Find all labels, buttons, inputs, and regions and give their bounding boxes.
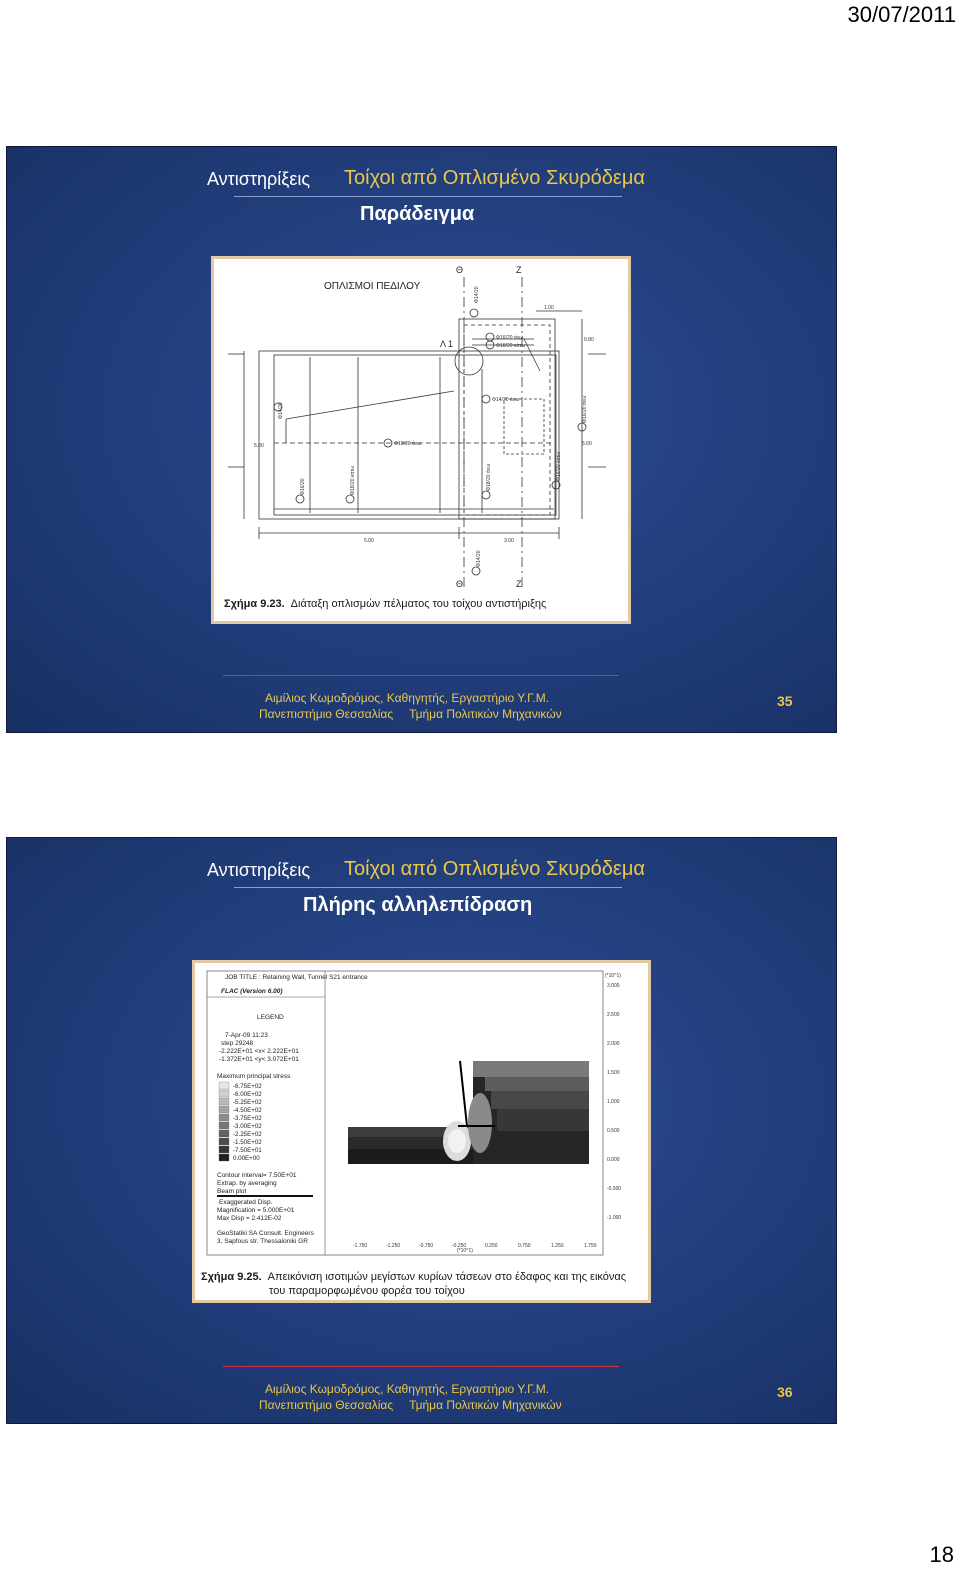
slide-36: Αντιστηρίξεις Τοίχοι από Οπλισμένο Σκυρόδεμα Πλήρης αλληλεπίδραση JOB TITLE : Retaining Wall, Tunnel S21 entrance FLAC (Version 6.00) LEGEND 7-Apr-09 11:23 step 29248 -2.222E+01 <x< 2.222E+01 -1.372E+01 <y< 3.072E+01 Maximum principal stress -6.75E+02 -6.00E+02 -5.25E+02 -4.50E+02 -3.75E+02 -3.00E+02 -2.25E+02 -1.50E+02 -7.50E+01 0.00E+00 Contour interval= 7.50E+01 Extrap. by averaging Beam plot Exaggerated Disp. Magnification = 5.000E+01 Max Disp = 2.412E-02 GeoStatiki SA Consult. Engineers 3, Sapfous str. Thessaloniki GR 3.000 2.500 2.000 1.500 1.000 0.500 0.000 -0.500 -1.000 -1.750 -1.250 -0.750 -0.250 0.250 0.750 1.250 1.750 (*10^1) (*10^1) Σχήμα 9.25. Απεικόνιση ισοτιμών μεγίστων κυρίων τάσεων στο έδαφος και της εικόνας του παραμορφωμένου φορέα του τοίχου Αιμίλιος Κωμοδρόμος, Καθηγητής, Εργαστήριο Υ.Γ.Μ. Πανεπιστήμιο Θεσσαλίας Τμήμα Πολιτικών Μηχανικών 36: [6, 837, 837, 1424]
slide-subtitle: Πλήρης αλληλεπίδραση: [303, 894, 533, 916]
legend-level: -1.50E+02: [233, 1139, 262, 1146]
y-tick-label: 0.000: [607, 1157, 620, 1163]
contour-line: Extrap. by averaging: [217, 1180, 277, 1187]
job-title: JOB TITLE : Retaining Wall, Tunnel S21 entrance: [225, 974, 368, 981]
slide-title: Τοίχοι από Οπλισμένο Σκυρόδεμα: [344, 858, 645, 880]
rebar-label: Φ18/20 άνω: [394, 441, 422, 447]
rebar-label: Φ14/20: [474, 286, 480, 303]
dim-label: 5.00: [582, 441, 592, 447]
x-tick-label: -0.250: [452, 1243, 467, 1249]
legend-swatch: [219, 1106, 229, 1113]
figure-caption-text-2: του παραμορφωμένου φορέα του τοίχου: [269, 1285, 465, 1297]
slide-subtitle: Παράδειγμα: [360, 203, 475, 225]
y-tick-label: 0.500: [607, 1128, 620, 1134]
x-axis-unit: (*10^1): [457, 1248, 473, 1254]
legend-swatch: [219, 1138, 229, 1145]
y-tick-label: 1.000: [607, 1099, 620, 1105]
legend-swatch: [219, 1146, 229, 1153]
dim-label: 1.00: [544, 305, 554, 311]
legend-level: -3.75E+02: [233, 1115, 262, 1122]
section-label-theta-bottom: Θ: [456, 579, 464, 589]
x-tick-label: 1.250: [551, 1243, 564, 1249]
page-date: 30/07/2011: [847, 2, 956, 27]
footer-divider: [223, 1366, 619, 1367]
legend-swatch: [219, 1122, 229, 1129]
section-label-zeta-top: Ζ: [516, 265, 522, 275]
x-tick-label: 0.750: [518, 1243, 531, 1249]
y-tick-label: 1.500: [607, 1070, 620, 1076]
title-divider: [234, 887, 622, 888]
legend-level: -4.50E+02: [233, 1107, 262, 1114]
legend-swatch: [219, 1082, 229, 1089]
company-line: GeoStatiki SA Consult. Engineers: [217, 1230, 314, 1237]
y-tick-label: -0.500: [607, 1186, 622, 1192]
legend-level: 0.00E+00: [233, 1155, 260, 1162]
legend-line: -1.372E+01 <y< 3.072E+01: [219, 1056, 299, 1063]
footer-affiliation: Πανεπιστήμιο Θεσσαλίας Τμήμα Πολιτικών Μηχανικών: [259, 707, 562, 721]
y-tick-label: 2.000: [607, 1041, 620, 1047]
rebar-label: Φ16/20 κάτω: [556, 451, 562, 481]
legend-line: step 29248: [221, 1040, 254, 1047]
page-number: 18: [929, 1542, 954, 1567]
dim-label: 5.00: [254, 443, 264, 449]
legend-line: 7-Apr-09 11:23: [225, 1032, 268, 1039]
legend-swatch: [219, 1130, 229, 1137]
slide-title: Τοίχοι από Οπλισμένο Σκυρόδεμα: [344, 167, 645, 189]
drawing-heading: ΟΠΛΙΣΜΟΙ ΠΕΔΙΛΟΥ: [324, 281, 421, 292]
disp-line: Max Disp = 2.412E-02: [217, 1215, 282, 1222]
disp-line: Magnification = 5.000E+01: [217, 1207, 295, 1214]
legend-swatch: [219, 1154, 229, 1161]
title-divider: [234, 196, 622, 197]
slide-35: Αντιστηρίξεις Τοίχοι από Οπλισμένο Σκυρόδεμα Παράδειγμα ΟΠΛΙΣΜΟΙ ΠΕΔΙΛΟΥ Θ Ζ Θ Ζ Λ 1 1.00 0.80 5.00 5.00 5.00 3.00 Φ16/20 άνω Φ18/20 κάτω Φ14/20 Φ16/20 Φ18/20 άνω Φ18/20 κάτω Φ14/20 άνω Φ18/20 άνω Φ14/20 Φ16/20 άνω Φ16/20 κάτω Φ14/20 Σχήμα 9.23. Διάταξη οπλισμών πέλματος του τοίχου αντιστήριξης Αιμίλιος Κωμοδρόμος, Καθηγητής, Εργαστήριο Υ.Γ.Μ. Πανεπιστήμιο Θεσσαλίας Τμήμα Πολιτικών Μηχανικών 35: [6, 146, 837, 733]
slide-number: 36: [777, 1384, 793, 1400]
x-tick-label: -1.750: [353, 1243, 368, 1249]
legend-level: -6.75E+02: [233, 1083, 262, 1090]
reinforcement-drawing-figure: [211, 256, 631, 624]
disp-line: Exaggerated Disp.: [219, 1199, 273, 1206]
y-tick-label: 3.000: [607, 983, 620, 989]
dim-label: 3.00: [504, 538, 514, 544]
figure-caption-text: Διάταξη οπλισμών πέλματος του τοίχου αντιστήριξης: [290, 598, 547, 610]
y-tick-label: 2.500: [607, 1012, 620, 1018]
slide-topic: Αντιστηρίξεις: [207, 860, 311, 880]
x-tick-label: 1.750: [584, 1243, 597, 1249]
legend-level: -7.50E+01: [233, 1147, 262, 1154]
rebar-label: Φ16/20 άνω: [496, 335, 524, 341]
legend-level: -2.25E+02: [233, 1131, 262, 1138]
footer-divider: [223, 675, 619, 676]
y-tick-label: -1.000: [607, 1215, 622, 1221]
rebar-label: Φ16/20 άνω: [582, 395, 588, 423]
footing-reinforcement-drawing: [214, 259, 628, 621]
x-tick-label: -1.250: [386, 1243, 401, 1249]
contour-line: Beam plot: [217, 1188, 247, 1195]
flac-contour-plot: [195, 963, 648, 1300]
x-tick-label: 0.250: [485, 1243, 498, 1249]
company-line: 3, Sapfous str. Thessaloniki GR: [217, 1238, 308, 1245]
figure-number: Σχήμα 9.25.: [201, 1271, 262, 1283]
footer-affiliation: Πανεπιστήμιο Θεσσαλίας Τμήμα Πολιτικών Μηχανικών: [259, 1398, 562, 1412]
legend-heading: LEGEND: [257, 1014, 284, 1021]
section-label-theta-top: Θ: [456, 265, 464, 275]
detail-label: Λ 1: [440, 339, 454, 349]
rebar-label: Φ14/20: [278, 402, 284, 419]
x-tick-label: -0.750: [419, 1243, 434, 1249]
figure-caption-text: Απεικόνιση ισοτιμών μεγίστων κυρίων τάσεων στο έδαφος και της εικόνας: [267, 1271, 627, 1283]
y-axis-unit: (*10^1): [605, 973, 621, 979]
figure-caption: [224, 598, 546, 610]
dim-label: 0.80: [584, 337, 594, 343]
legend-line: -2.222E+01 <x< 2.222E+01: [219, 1048, 299, 1055]
figure-caption: [201, 1270, 626, 1298]
legend-level: -3.00E+02: [233, 1123, 262, 1130]
rebar-label: Φ18/20 κάτω: [496, 343, 526, 349]
rebar-label: Φ18/20 άνω: [486, 463, 492, 491]
flac-version: FLAC (Version 6.00): [221, 988, 283, 995]
rebar-label: Φ14/20: [476, 550, 482, 567]
rebar-label: Φ16/20: [300, 478, 306, 495]
legend-swatch: [219, 1114, 229, 1121]
slide-number: 35: [777, 693, 793, 709]
legend-level: -5.25E+02: [233, 1099, 262, 1106]
legend-swatch: [219, 1090, 229, 1097]
flac-stress-figure: [192, 960, 651, 1303]
slide-topic: Αντιστηρίξεις: [207, 169, 311, 189]
figure-number: Σχήμα 9.23.: [224, 598, 285, 610]
stress-heading: Maximum principal stress: [217, 1073, 291, 1080]
legend-level: -6.00E+02: [233, 1091, 262, 1098]
rebar-label: Φ18/20 κάτω: [350, 465, 356, 495]
dim-label: 5.00: [364, 538, 374, 544]
contour-line: Contour interval= 7.50E+01: [217, 1172, 297, 1179]
rebar-label: Φ14/20 άνω: [492, 397, 520, 403]
legend-swatch: [219, 1098, 229, 1105]
y-axis-ticks: [607, 983, 621, 1221]
section-label-zeta-bottom: Ζ: [516, 579, 522, 589]
